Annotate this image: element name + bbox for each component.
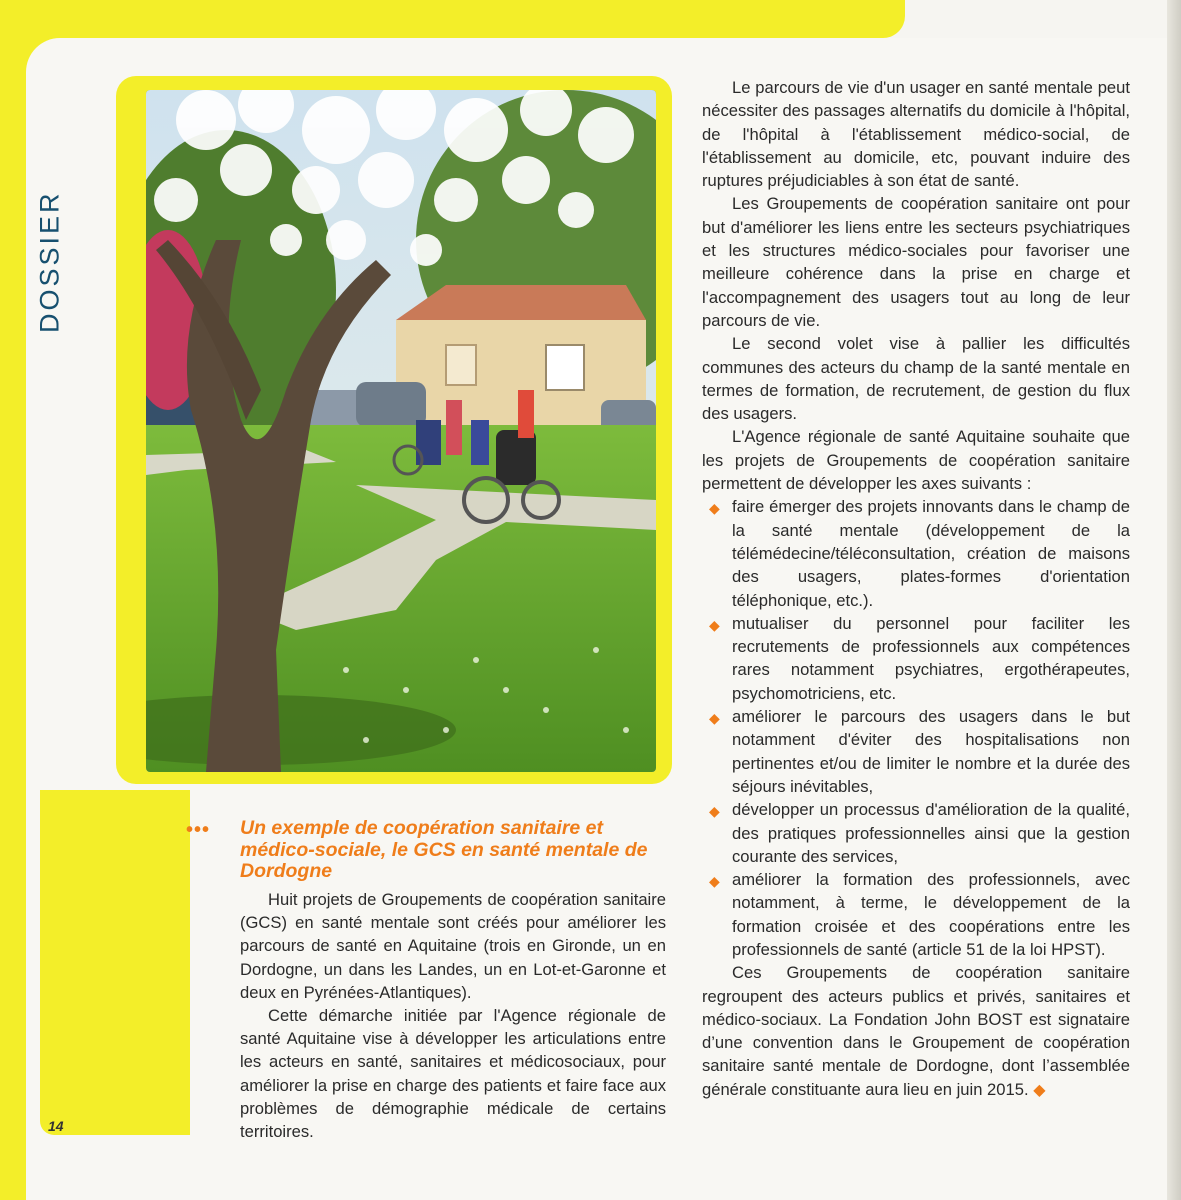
paragraph: Cette démarche initiée par l'Agence régionale de santé Aquitaine vise à développer les articulations entre les acteurs en santé, sanitaires et médicosociaux, pour améliorer la prise en charge des patients et faire face aux problèmes de démographie médicale de certains territoires. — [240, 1006, 666, 1142]
list-item — [709, 868, 1130, 961]
list-item-text: mutualiser du personnel pour faciliter les recrutements de professionnels aux compétences rares notamment psychiatres, ergothérapeutes, psychomotriciens, etc. — [732, 613, 1130, 703]
paragraph: Les Groupements de coopération sanitaire ont pour but d'améliorer les liens entre les secteurs psychiatriques et les structures médico-sociales pour favoriser une meilleure cohérence dans la prise en charge et l'accompagnement des usagers tout au long de leur parcours de vie. — [702, 194, 1130, 330]
diamond-bullet-icon: ◆ — [709, 873, 720, 890]
page-edge — [1167, 0, 1181, 1200]
right-column — [702, 76, 1130, 1102]
diamond-bullet-icon: ◆ — [709, 803, 720, 820]
diamond-bullet-icon: ◆ — [709, 616, 720, 633]
section-heading: Un exemple de coopération sanitaire et médico-sociale, le GCS en santé mentale de Dordogne — [240, 817, 648, 882]
list-item — [709, 612, 1130, 705]
park-photo-illustration — [146, 90, 656, 772]
list-item — [709, 798, 1130, 868]
section-label: DOSSIER — [34, 190, 65, 334]
yellow-lower-band — [40, 790, 190, 1135]
diamond-bullet-icon: ◆ — [709, 500, 720, 517]
paragraph: Le second volet vise à pallier les difficultés communes des acteurs du champ de la santé mentale en termes de formation, de recrutement, de gestion du flux des usagers. — [702, 334, 1130, 424]
park-photo — [146, 90, 656, 772]
axes-list — [702, 495, 1130, 961]
closing-paragraph — [702, 961, 1130, 1102]
list-item — [709, 705, 1130, 798]
diamond-bullet-icon: ◆ — [709, 710, 720, 727]
yellow-header-band — [0, 0, 905, 38]
list-item — [709, 495, 1130, 611]
heading-dots-icon: ••• — [186, 819, 211, 841]
list-item-text: améliorer le parcours des usagers dans le but notamment d'éviter des hospitalisations non pertinentes et/ou de limiter le nombre et la durée des séjours inévitables, — [732, 707, 1130, 796]
list-item-text: améliorer la formation des professionnels, avec notamment, à terme, le développement de la formation croisée et des coopérations entre les professionnels de santé (article 51 de la loi HPST). — [732, 870, 1130, 959]
end-diamond-icon: ◆ — [1033, 1081, 1046, 1099]
list-item-text: développer un processus d'amélioration de la qualité, des pratiques professionnelles ainsi que la gestion courante des services, — [732, 800, 1130, 866]
paragraph: Huit projets de Groupements de coopération sanitaire (GCS) en santé mentale sont créés pour améliorer les parcours de santé en Aquitaine (trois en Gironde, un en Dordogne, un dans les Landes, un en Lot-et-Garonne et deux en Pyrénées-Atlantiques). — [240, 890, 666, 1002]
left-column — [240, 888, 666, 1143]
closing-text: Ces Groupements de coopération sanitaire regroupent des acteurs publics et privés, sanitaires et médico-sociaux. La Fondation John BOST est signataire d’une convention dans le Groupement de coopération sanitaire santé mentale de Dordogne, dont l’assemblée générale constituante aura lieu en juin 2015. — [702, 963, 1130, 1099]
paragraph: Le parcours de vie d'un usager en santé mentale peut nécessiter des passages alternatifs du domicile à l'hôpital, de l'hôpital à l'établissement médico-social, de l'établissement au domicile, etc, pouvant induire des ruptures préjudiciables à son état de santé. — [702, 78, 1130, 191]
list-item-text: faire émerger des projets innovants dans le champ de la santé mentale (développement de la télémédecine/téléconsultation, création de maisons des usagers, plates-formes d'orientation téléphonique, etc.). — [732, 497, 1130, 610]
paragraph: L'Agence régionale de santé Aquitaine souhaite que les projets de Groupements de coopération sanitaire permettent de développer les axes suivants : — [702, 427, 1130, 494]
page-number: 14 — [48, 1118, 64, 1134]
